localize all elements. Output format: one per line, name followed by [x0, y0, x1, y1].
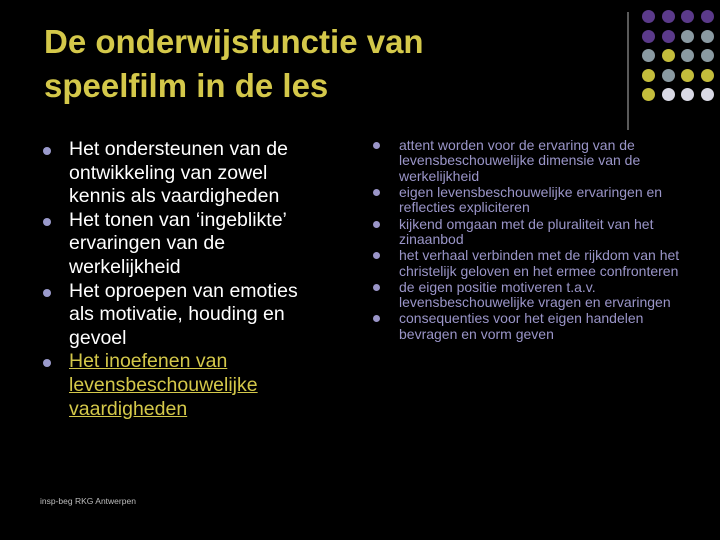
decorative-dot [642, 30, 655, 43]
title-line-2: speelfilm in de les [44, 67, 329, 104]
bullet-icon [373, 142, 380, 149]
right-item-text: eigen levensbeschouwelijke ervaringen en reflecties expliciteren [399, 184, 663, 216]
bullet-icon [373, 221, 380, 228]
decorative-dot [681, 49, 694, 62]
hyperlink-text[interactable]: Het inoefenen van levensbeschouwelijke vaardigheden [69, 350, 258, 420]
bullet-icon [373, 189, 380, 196]
bullet-icon [373, 315, 380, 322]
decorative-dot [701, 88, 714, 101]
left-list-item-link[interactable] [42, 350, 322, 421]
divider-line [627, 12, 629, 130]
right-item-text: het verhaal verbinden met de rijkdom van het christelijk geloven en het ermee confronteren [399, 247, 680, 279]
bullet-icon [43, 218, 51, 226]
bullet-icon [43, 147, 51, 155]
left-list-item [42, 138, 322, 209]
right-list-item [370, 185, 690, 216]
footer-text: insp-beg RKG Antwerpen [40, 496, 136, 506]
decorative-dot [662, 10, 675, 23]
right-list-item [370, 217, 690, 248]
right-bullet-list [370, 138, 690, 343]
left-list-item [42, 280, 322, 351]
decorative-dot [642, 88, 655, 101]
decorative-dot [701, 49, 714, 62]
decorative-dot [701, 30, 714, 43]
decorative-dot [662, 49, 675, 62]
decorative-dot [681, 69, 694, 82]
left-list-item [42, 209, 322, 280]
decorative-dot [681, 10, 694, 23]
right-list-item [370, 248, 690, 279]
right-item-text: attent worden voor de ervaring van de levensbeschouwelijke dimensie van de werkelijkheid [399, 137, 641, 184]
left-item-text: Het oproepen van emoties als motivatie, houding en gevoel [69, 279, 298, 349]
decorative-dot [662, 69, 675, 82]
bullet-icon [373, 284, 380, 291]
decorative-dot [642, 10, 655, 23]
left-item-text: Het tonen van ‘ingeblikte’ ervaringen van de werkelijkheid [69, 208, 287, 278]
bullet-icon [43, 289, 51, 297]
slide-title [44, 20, 604, 108]
decorative-dot [642, 69, 655, 82]
decorative-dot-grid [642, 10, 720, 110]
decorative-dot [662, 30, 675, 43]
left-item-text: Het ondersteunen van de ontwikkeling van zowel kennis als vaardigheden [69, 138, 288, 208]
decorative-dot [662, 88, 675, 101]
right-item-text: de eigen positie motiveren t.a.v. levensbeschouwelijke vragen en ervaringen [399, 278, 671, 311]
right-list-item [370, 311, 690, 342]
title-line-1: De onderwijsfunctie van [44, 23, 424, 60]
left-bullet-list [42, 138, 322, 421]
right-list-item [370, 138, 690, 184]
right-item-text: consequenties voor het eigen handelen bevragen en vorm geven [399, 310, 644, 342]
right-item-text: kijkend omgaan met de pluraliteit van het zinaanbod [399, 215, 654, 248]
right-list-item [370, 280, 690, 311]
decorative-dot [701, 69, 714, 82]
decorative-dot [681, 30, 694, 43]
decorative-dot [642, 49, 655, 62]
decorative-dot [701, 10, 714, 23]
bullet-icon [43, 359, 51, 367]
bullet-icon [373, 252, 380, 259]
decorative-dot [681, 88, 694, 101]
